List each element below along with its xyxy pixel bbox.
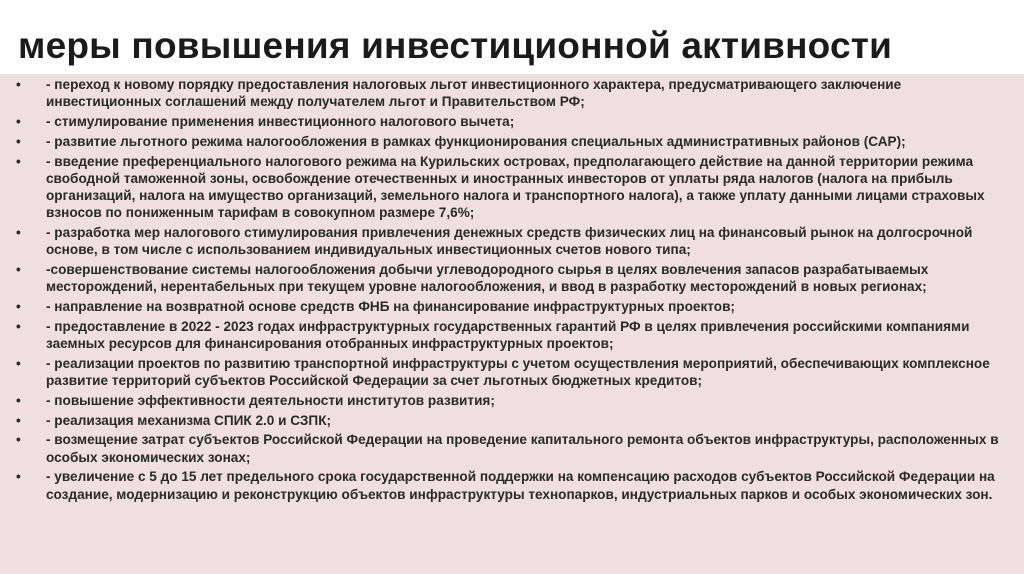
bullet-icon: • [16, 262, 21, 277]
bullet-icon: • [16, 225, 21, 240]
list-item [0, 153, 1024, 222]
list-item-text: - повышение эффективности деятельности институтов развития; [46, 392, 495, 408]
list-item-text: - стимулирование применения инвестиционного налогового вычета; [46, 114, 515, 129]
list-item [0, 298, 1024, 315]
list-item-text: - предоставление в 2022 - 2023 годах инфраструктурных государственных гарантий РФ в целях привлечения российскими компаниями заемных ресурсов для финансирования отобранных инфраструктурных проектов; [46, 318, 970, 351]
bullet-icon: • [16, 412, 21, 428]
list-item-text: - введение преференциального налогового режима на Курильских островах, предполагающего действие на данной территории режима свободной таможенной зоны, освобождение отечественных и иностранных инвесторов от уплаты ряда налогов (налога на прибыль организаций, налога на имущество организаций, земельного налога и транспортного налога), а также уплату данными лицами страховых взносов по пониженным тарифам в совокупном размере 7,6%; [46, 153, 985, 221]
list-item-text: - реализации проектов по развитию транспортной инфраструктуры с учетом осуществления мероприятий, обеспечивающих комплексное развитие территорий субъектов Российской Федерации за счет льготных бюджетных кредитов; [46, 355, 990, 388]
content-panel [0, 74, 1024, 574]
bullet-icon: • [16, 392, 21, 408]
bullet-icon: • [16, 299, 21, 314]
list-item [0, 261, 1024, 295]
list-item [0, 431, 1024, 465]
list-item-text: - развитие льготного режима налогообложения в рамках функционирования специальных административных районов (САР); [46, 133, 906, 149]
list-item [0, 133, 1024, 150]
list-item-text: - направление на возвратной основе средств ФНБ на финансирование инфраструктурных проектов; [46, 299, 735, 314]
list-item [0, 76, 1024, 110]
list-item-text: - возмещение затрат субъектов Российской Федерации на проведение капитального ремонта объектов инфраструктуры, расположенных в особых экономических зонах; [46, 432, 999, 465]
list-item [0, 392, 1024, 409]
bullet-icon: • [16, 114, 21, 129]
list-item [0, 355, 1024, 389]
list-item [0, 113, 1024, 130]
list-item [0, 412, 1024, 429]
bullet-icon: • [16, 469, 21, 485]
bullet-icon: • [16, 77, 21, 92]
bullet-icon: • [16, 153, 21, 169]
slide-title: меры повышения инвестиционной активности [18, 25, 893, 66]
bullet-icon: • [16, 133, 21, 149]
bullet-icon: • [16, 432, 21, 448]
list-item-text: - увеличение с 5 до 15 лет предельного срока государственной поддержки на компенсацию расходов субъектов Российской Федерации на создание, модернизацию и реконструкцию объектов инфраструктуры технопарков, индустриальных парков и особых экономических зон. [46, 469, 995, 502]
list-item [0, 468, 1024, 502]
list-item-text: - переход к новому порядку предоставления налоговых льгот инвестиционного характера, предусматривающего заключение инвестиционных соглашений между получателем льгот и Правительством РФ; [46, 77, 902, 110]
bullet-list [0, 76, 1024, 505]
bullet-icon: • [16, 318, 21, 334]
list-item [0, 318, 1024, 352]
list-item-text: -совершенствование системы налогообложения добычи углеводородного сырья в целях вовлечения запасов разрабатываемых месторождений, нерентабельных при текущем уровне налогообложения, и ввод в разработку месторождений в новых регионах; [46, 262, 929, 295]
list-item-text: - реализация механизма СПИК 2.0 и СЗПК; [46, 412, 332, 428]
bullet-icon: • [16, 355, 21, 371]
list-item-text: - разработка мер налогового стимулирования привлечения денежных средств физических лиц на финансовый рынок на долгосрочной основе, в том числе с использованием индивидуальных инвестиционных счетов нового типа; [46, 225, 973, 258]
list-item [0, 224, 1024, 258]
